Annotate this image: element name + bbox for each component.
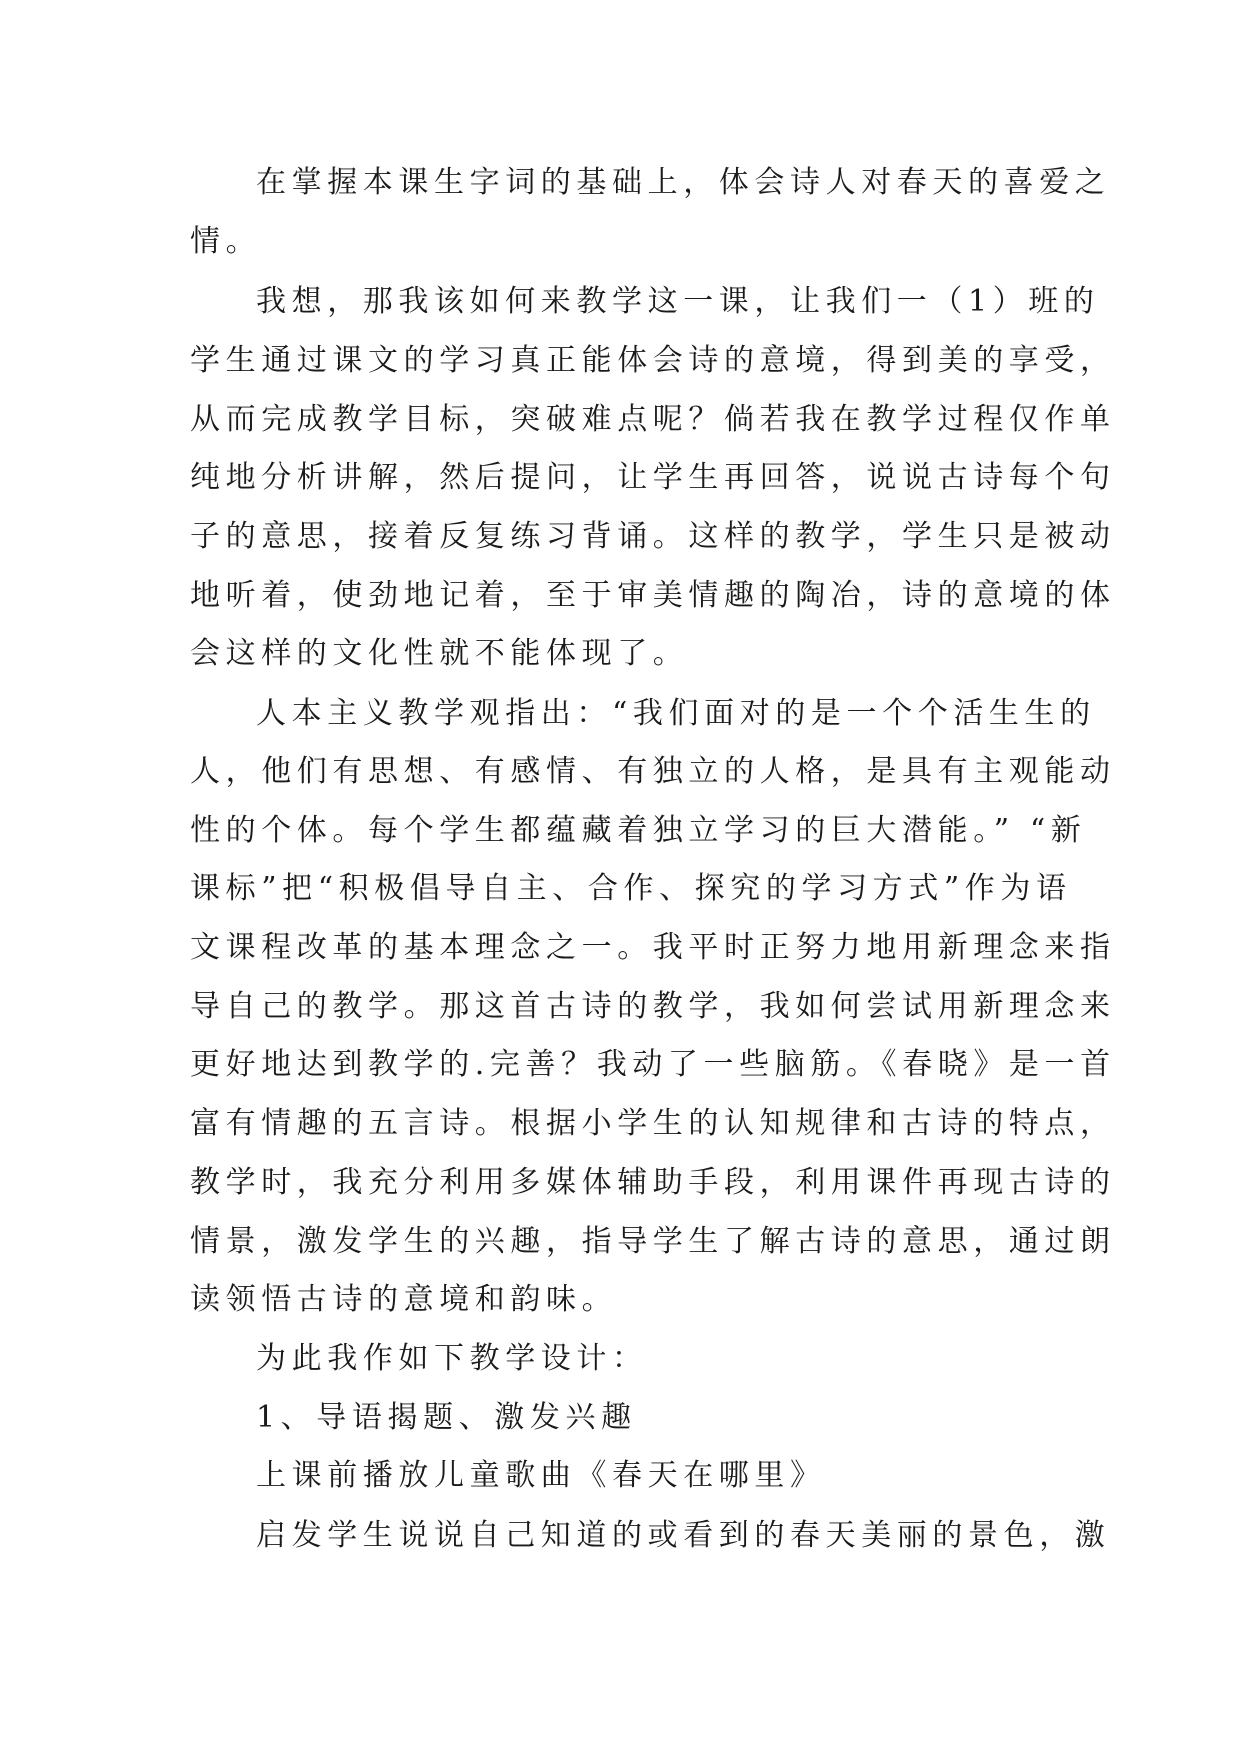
text-line: 人本主义教学观指出：“我们面对的是一个个活生生的: [256, 696, 1096, 731]
text-line: 读领悟古诗的意境和韵味。: [190, 1282, 618, 1317]
text-line: 性的个体。每个学生都蕴藏着独立学习的巨大潜能。” “新: [190, 813, 1087, 848]
text-line: 子的意思，接着反复练习背诵。这样的教学，学生只是被动: [190, 519, 1116, 554]
text-line: 1、导语揭题、激发兴趣: [256, 1400, 637, 1435]
text-line: 上课前播放儿童歌曲《春天在哪里》: [256, 1458, 826, 1493]
text-line: 导自己的教学。那这首古诗的教学，我如何尝试用新理念来: [190, 989, 1116, 1024]
text-line: 更好地达到教学的.完善？我动了一些脑筋。《春晓》是一首: [190, 1047, 1116, 1082]
text-line: 会这样的文化性就不能体现了。: [190, 636, 689, 671]
text-line: 情。: [190, 224, 262, 259]
text-line: 在掌握本课生字词的基础上，体会诗人对春天的喜爱之: [256, 165, 1111, 200]
text-line: 地听着，使劲地记着，至于审美情趣的陶冶，诗的意境的体: [190, 578, 1116, 613]
text-line: 为此我作如下教学设计：: [256, 1341, 648, 1376]
text-line: 我想，那我该如何来教学这一课，让我们一（1）班的: [256, 284, 1100, 319]
text-line: 文课程改革的基本理念之一。我平时正努力地用新理念来指: [190, 930, 1116, 965]
text-line: 从而完成教学目标，突破难点呢？倘若我在教学过程仅作单: [190, 402, 1116, 437]
text-line: 情景，激发学生的兴趣，指导学生了解古诗的意思，通过朗: [190, 1224, 1116, 1259]
text-line: 纯地分析讲解，然后提问，让学生再回答，说说古诗每个句: [190, 460, 1116, 495]
text-line: 教学时，我充分利用多媒体辅助手段，利用课件再现古诗的: [190, 1165, 1116, 1200]
text-line: 课标”把“积极倡导自主、合作、探究的学习方式”作为语: [190, 871, 1072, 906]
text-line: 启发学生说说自己知道的或看到的春天美丽的景色，激: [256, 1518, 1111, 1553]
text-line: 学生通过课文的学习真正能体会诗的意境，得到美的享受，: [190, 343, 1116, 378]
text-line: 人，他们有思想、有感情、有独立的人格，是具有主观能动: [190, 754, 1116, 789]
text-line: 富有情趣的五言诗。根据小学生的认知规律和古诗的特点，: [190, 1106, 1116, 1141]
